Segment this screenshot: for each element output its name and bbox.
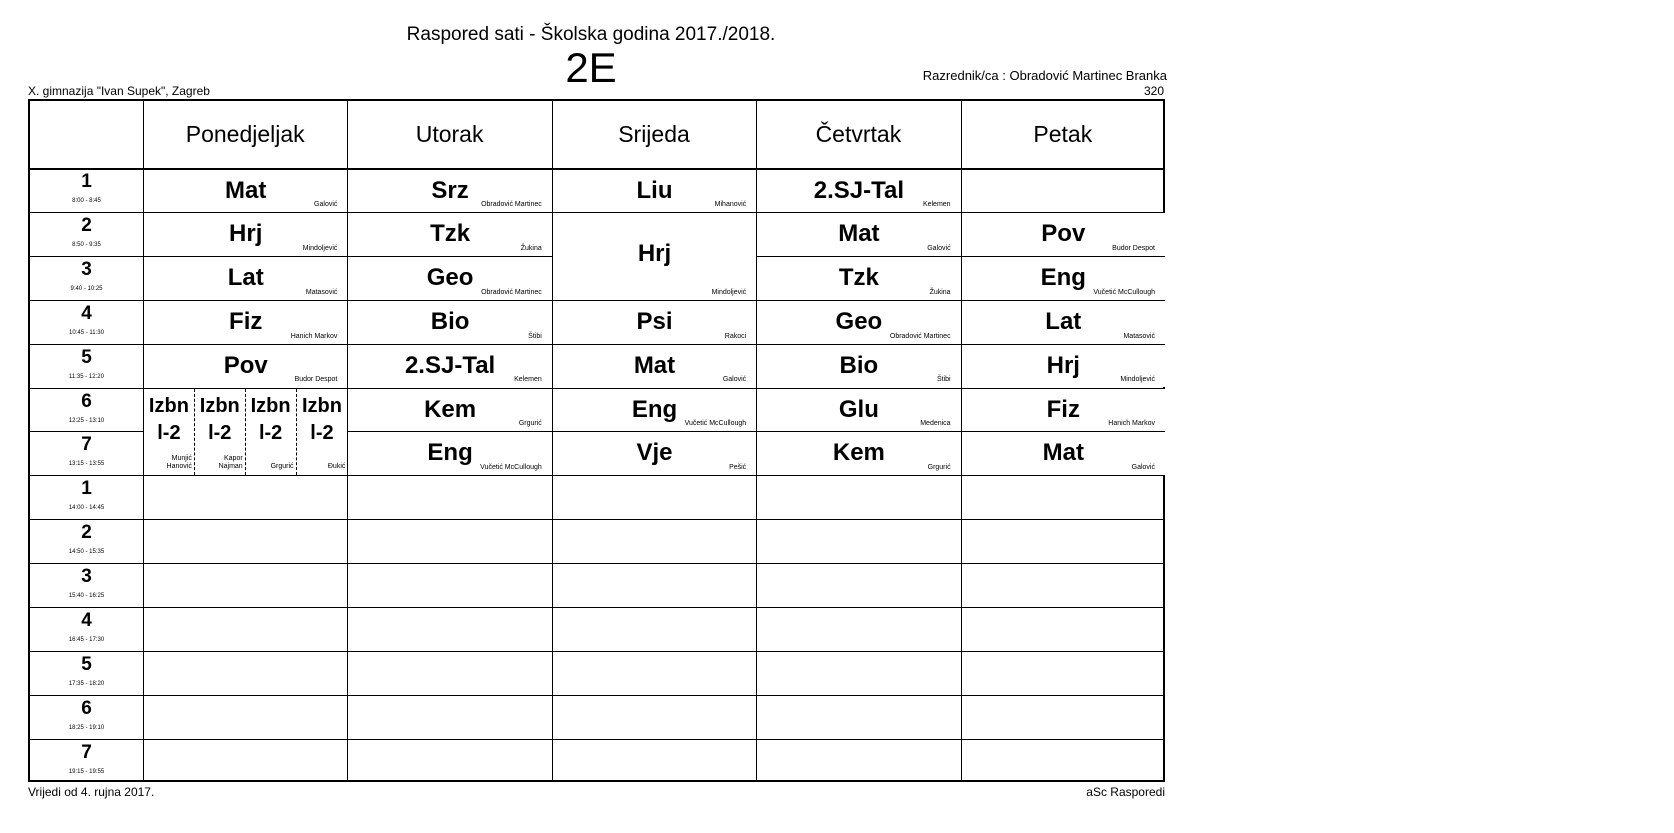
lesson-subject: Eng (427, 439, 473, 467)
lesson-teacher: Štibi (528, 332, 542, 340)
lesson-cell[interactable] (962, 345, 1165, 388)
period-label (30, 519, 143, 563)
row-divider (30, 475, 1163, 476)
lesson-subject: Kem (832, 439, 885, 467)
lesson-cell[interactable] (962, 257, 1165, 300)
lesson-subject: Glu (838, 395, 879, 423)
period-label (30, 695, 143, 739)
period-label (30, 344, 143, 388)
elective-subject: Izbnl-2 (250, 394, 291, 444)
period-time: 11:35 - 12:20 (69, 373, 104, 380)
lesson-cell[interactable] (144, 301, 347, 344)
lesson-cell[interactable] (757, 213, 960, 256)
day-header-4: Petak (1033, 121, 1093, 147)
elective-subject: Izbnl-2 (301, 394, 342, 444)
lesson-teacher: Grgurić (927, 464, 951, 472)
day-header-2: Srijeda (618, 121, 690, 147)
lesson-teacher: Budor Despot (1112, 244, 1155, 252)
lesson-teacher: Matasović (1123, 332, 1155, 340)
period-number: 3 (81, 566, 92, 588)
lesson-cell[interactable] (144, 257, 347, 300)
elective-subject: Izbnl-2 (199, 394, 240, 444)
row-divider (30, 651, 1163, 652)
period-number: 1 (81, 171, 92, 192)
lesson-cell[interactable] (553, 170, 756, 212)
period-time: 13:15 - 13:55 (68, 461, 105, 468)
lesson-cell[interactable] (757, 389, 960, 432)
period-label (30, 475, 143, 519)
lesson-subject: Fiz (1046, 395, 1080, 423)
lesson-subject: Mat (225, 177, 267, 204)
elective-teacher: Munjić Hanović (166, 455, 192, 471)
lesson-teacher: Mindoljević (711, 288, 747, 296)
lesson-subject: 2.SJ-Tal (813, 177, 905, 204)
lesson-cell[interactable] (144, 345, 347, 388)
lesson-teacher: Obradović Martinec (481, 288, 542, 296)
period-time: 16:45 - 17:30 (68, 637, 105, 643)
lesson-teacher: Galović (314, 200, 338, 208)
lesson-cell[interactable] (553, 301, 756, 344)
lesson-cell[interactable] (962, 432, 1165, 475)
day-header-1: Utorak (415, 121, 484, 147)
homeroom-teacher: Razrednik/ca : Obradović Martinec Branka (922, 68, 1167, 83)
lesson-subject: Eng (1040, 263, 1086, 291)
lesson-teacher: Kelemen (514, 376, 542, 384)
lesson-teacher: Obradović Martinec (481, 200, 542, 208)
class-name: 2E (565, 44, 617, 91)
elective-subject: Izbnl-2 (148, 394, 189, 444)
period-label (30, 168, 143, 212)
lesson-cell[interactable] (757, 345, 960, 388)
period-number: 5 (81, 346, 92, 368)
valid-from: Vrijedi od 4. rujna 2017. (28, 785, 155, 799)
lesson-teacher: Kelemen (922, 200, 951, 208)
lesson-cell[interactable] (348, 389, 551, 432)
elective-group[interactable] (195, 389, 246, 476)
lesson-subject: Srz (431, 177, 469, 204)
lesson-teacher: Vučetić McCullough (684, 420, 747, 428)
lesson-teacher: Mihanović (714, 200, 747, 208)
period-label (30, 388, 143, 432)
lesson-subject: Bio (430, 307, 470, 335)
period-number: 2 (81, 522, 92, 544)
lesson-subject: Mat (838, 219, 880, 247)
timetable-title: Raspored sati - Školska godina 2017./2018. (406, 24, 776, 45)
lesson-subject: Lat (227, 263, 264, 291)
lesson-teacher: Galović (1131, 464, 1155, 472)
lesson-cell[interactable] (962, 213, 1165, 256)
lesson-subject: Geo (835, 307, 883, 335)
lesson-subject: Lat (1045, 307, 1082, 335)
period-time: 12:25 - 13:10 (68, 417, 105, 424)
row-divider (30, 607, 1163, 608)
software-credit: aSc Rasporedi (1086, 785, 1165, 799)
lesson-subject: Kem (424, 395, 477, 423)
lesson-cell[interactable] (757, 432, 960, 475)
lesson-cell[interactable] (757, 170, 960, 212)
lesson-cell[interactable] (553, 345, 756, 388)
period-label (30, 300, 143, 344)
period-time: 15:40 - 16:25 (68, 593, 105, 600)
period-time: 14:50 - 15:35 (68, 549, 105, 556)
school-name: X. gimnazija "Ivan Supek", Zagreb (28, 84, 210, 98)
period-number: 4 (81, 610, 92, 631)
lesson-subject: Tzk (838, 263, 879, 291)
lesson-teacher: Hanich Markov (290, 332, 338, 340)
period-label (30, 256, 143, 300)
lesson-cell[interactable] (757, 301, 960, 344)
lesson-subject: Hrj (229, 219, 263, 247)
lesson-cell[interactable] (348, 345, 551, 388)
period-time: 14:00 - 14:45 (68, 505, 105, 512)
period-time: 10:45 - 11:30 (69, 329, 104, 336)
period-label (30, 651, 143, 695)
lesson-teacher: Mindoljević (1120, 376, 1155, 384)
lesson-teacher: Žukina (929, 288, 951, 296)
lesson-cell[interactable] (962, 389, 1165, 432)
lesson-teacher: Galović (722, 376, 747, 384)
period-number: 6 (81, 390, 92, 412)
period-number: 7 (81, 741, 92, 763)
lesson-subject: Pov (1041, 219, 1086, 247)
lesson-teacher: Grgurić (518, 420, 542, 428)
lesson-teacher: Mindoljević (302, 244, 338, 252)
period-label (30, 739, 143, 783)
lesson-cell[interactable] (348, 213, 551, 256)
elective-group[interactable] (297, 389, 348, 476)
elective-teacher: Đukić (327, 463, 346, 471)
period-time: 18:25 - 19:10 (68, 724, 105, 731)
elective-teacher: Grgurić (270, 463, 294, 471)
lesson-subject: Tzk (430, 219, 471, 247)
lesson-cell[interactable] (348, 432, 551, 475)
elective-block (144, 389, 347, 476)
room-number: 320 (1143, 84, 1164, 98)
row-divider (30, 739, 1163, 740)
period-label (30, 563, 143, 607)
lesson-teacher: Žukina (520, 244, 542, 252)
lesson-subject: 2.SJ-Tal (404, 351, 496, 379)
lesson-cell[interactable] (962, 301, 1165, 344)
lesson-subject: Mat (633, 351, 676, 379)
lesson-subject: Mat (1042, 439, 1084, 467)
day-header-3: Četvrtak (815, 121, 902, 147)
lesson-cell[interactable] (553, 213, 756, 300)
day-header-0: Ponedjeljak (185, 121, 305, 147)
lesson-subject: Bio (839, 351, 879, 379)
period-label (30, 607, 143, 651)
period-number: 1 (81, 478, 92, 500)
period-number: 5 (81, 653, 92, 675)
row-divider (30, 519, 1163, 520)
lesson-subject: Liu (636, 177, 673, 204)
period-time: 17:35 - 18:20 (68, 680, 105, 687)
lesson-subject: Psi (636, 307, 673, 335)
period-number: 4 (81, 302, 92, 324)
lesson-teacher: Štibi (936, 376, 951, 384)
lesson-teacher: Hanich Markov (1108, 420, 1155, 428)
lesson-cell[interactable] (553, 432, 756, 475)
row-divider (30, 695, 1163, 696)
lesson-teacher: Medenica (920, 420, 951, 428)
lesson-cell[interactable] (348, 301, 551, 344)
lesson-subject: Eng (631, 395, 678, 423)
period-time: 9:40 - 10:25 (70, 285, 103, 292)
lesson-subject: Hrj (1046, 351, 1080, 379)
lesson-cell[interactable] (553, 389, 756, 432)
period-label (30, 212, 143, 256)
lesson-subject: Geo (426, 263, 474, 291)
lesson-teacher: Budor Despot (294, 376, 338, 384)
period-time: 8:00 - 8:45 (72, 198, 101, 204)
lesson-teacher: Pešić (729, 464, 747, 472)
lesson-teacher: Vučetić McCullough (1093, 288, 1155, 296)
elective-group[interactable] (246, 389, 297, 476)
lesson-cell[interactable] (348, 257, 551, 300)
lesson-teacher: Rakoci (724, 332, 747, 340)
row-divider (30, 563, 1163, 564)
lesson-teacher: Obradović Martinec (889, 332, 951, 340)
lesson-teacher: Matasović (305, 288, 338, 296)
lesson-cell[interactable] (144, 213, 347, 256)
lesson-subject: Fiz (229, 307, 263, 335)
lesson-cell[interactable] (348, 170, 551, 212)
elective-group[interactable] (144, 389, 195, 476)
lesson-cell[interactable] (144, 170, 347, 212)
period-number: 6 (81, 697, 92, 719)
period-number: 2 (81, 214, 92, 236)
timetable-grid (28, 99, 1165, 782)
lesson-subject: Hrj (637, 239, 672, 267)
period-number: 7 (81, 434, 92, 456)
lesson-cell[interactable] (757, 257, 960, 300)
lesson-subject: Pov (223, 351, 268, 379)
lesson-teacher: Galović (927, 244, 951, 252)
lesson-teacher: Vučetić McCullough (480, 464, 542, 472)
period-label (30, 431, 143, 475)
period-time: 8:50 - 9:35 (72, 241, 101, 248)
elective-teacher: Kapor Najman (218, 455, 243, 471)
period-time: 19:15 - 19:55 (68, 768, 105, 775)
lesson-subject: Vje (636, 439, 673, 467)
period-number: 3 (81, 258, 92, 280)
